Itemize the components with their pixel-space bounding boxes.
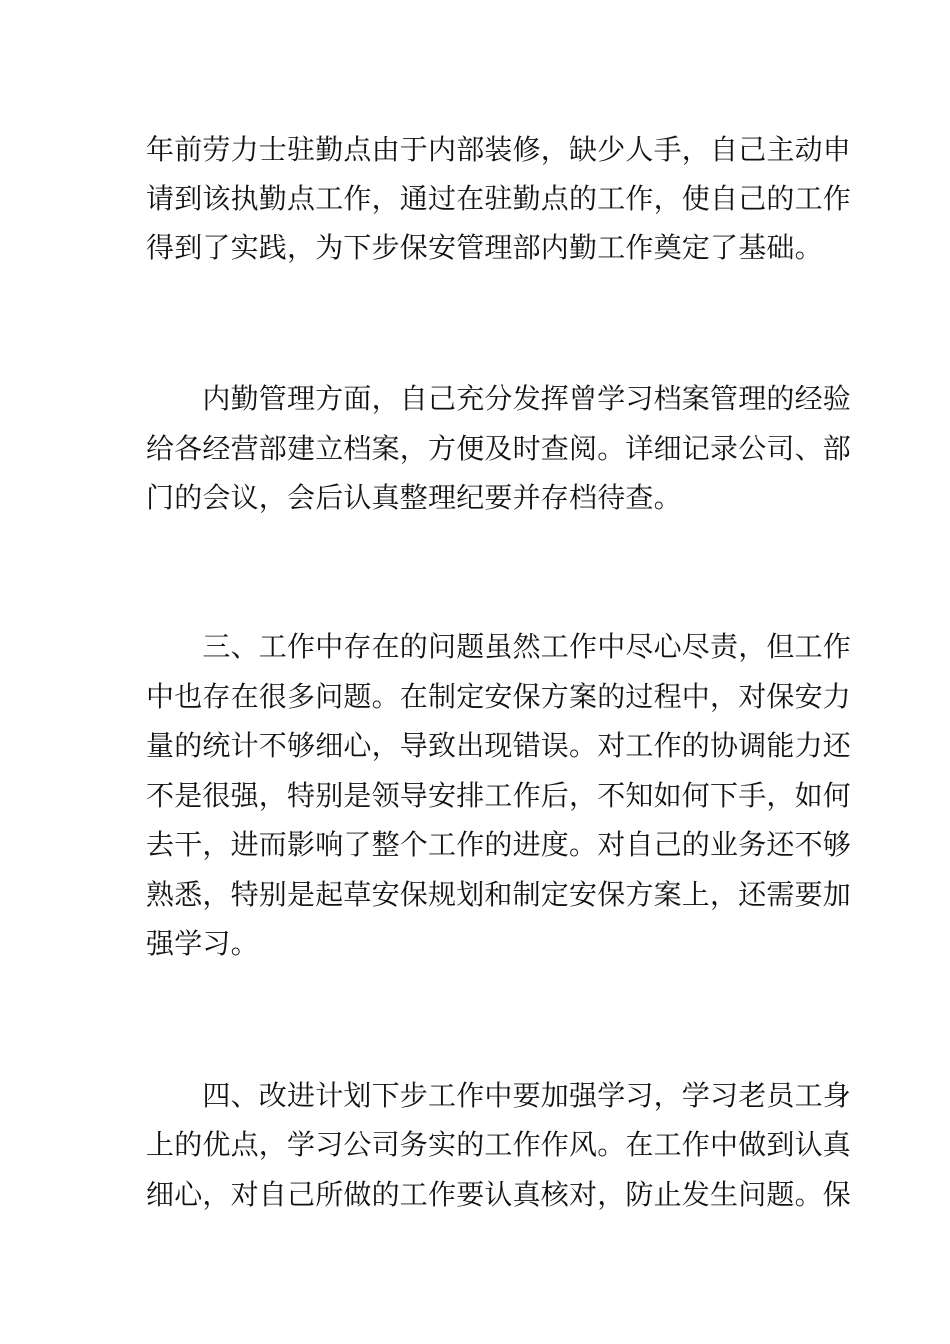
paragraph-1-line-1: 年前劳力士驻勤点由于内部装修，缺少人手，自己主动申 [146,133,852,166]
paragraph-1-line-2: 请到该执勤点工作，通过在驻勤点的工作，使自己的工作 [146,182,852,215]
paragraph-3-line-4: 不是很强，特别是领导安排工作后，不知如何下手，如何 [146,779,852,812]
paragraph-3-line-2: 中也存在很多问题。在制定安保方案的过程中，对保安力 [146,680,852,713]
paragraph-3-line-7: 强学习。 [146,927,259,960]
paragraph-3-line-6: 熟悉，特别是起草安保规划和制定安保方案上，还需要加 [146,878,852,911]
paragraph-2-line-3: 门的会议，会后认真整理纪要并存档待查。 [146,481,682,514]
paragraph-4-line-3: 细心，对自己所做的工作要认真核对，防止发生问题。保 [146,1178,852,1211]
paragraph-4-line-1: 四、改进计划下步工作中要加强学习，学习老员工身 [146,1079,852,1112]
paragraph-1-line-3: 得到了实践，为下步保安管理部内勤工作奠定了基础。 [146,231,823,264]
paragraph-3-line-1: 三、工作中存在的问题虽然工作中尽心尽责，但工作 [146,630,852,663]
paragraph-2-line-2: 给各经营部建立档案，方便及时查阅。详细记录公司、部 [146,432,852,465]
paragraph-2-line-1: 内勤管理方面，自己充分发挥曾学习档案管理的经验 [146,382,852,415]
paragraph-4-line-2: 上的优点，学习公司务实的工作作风。在工作中做到认真 [146,1128,852,1161]
paragraph-3-line-3: 量的统计不够细心，导致出现错误。对工作的协调能力还 [146,729,852,762]
paragraph-3-line-5: 去干，进而影响了整个工作的进度。对自己的业务还不够 [146,828,852,861]
